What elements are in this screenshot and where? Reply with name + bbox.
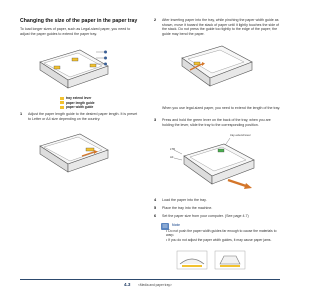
note-title: Note xyxy=(172,223,180,227)
footer-rule xyxy=(20,279,280,280)
step-number: 1 xyxy=(20,112,23,116)
paper-tray-figure xyxy=(34,44,114,94)
step-text: Set the paper size from your computer. (See page 4.7) xyxy=(162,214,249,218)
step-number: 2 xyxy=(154,18,157,22)
footer-page-number: 4.3 xyxy=(124,282,131,287)
warped-paper-illustration xyxy=(176,250,208,270)
legend-item: paper length guide xyxy=(60,101,120,106)
a4-callout: A4 xyxy=(170,155,174,159)
legend-swatch xyxy=(60,101,64,104)
footer-chapter-title: <Media and paper tray> xyxy=(138,283,172,287)
note-item: • If you do not adjust the paper width guides, it may cause paper jams. xyxy=(166,238,272,242)
legend-swatch xyxy=(60,106,64,109)
tray-extend-figure xyxy=(170,136,266,192)
tray-extend-lever-callout: tray extend lever xyxy=(230,133,251,137)
ltr-callout: LTR xyxy=(170,147,176,151)
width-guide-figure xyxy=(176,40,258,96)
length-guide-figure xyxy=(34,128,114,180)
intro-paragraph: To load longer sizes of paper, such as Legal-sized paper, you need to adjust the paper guides to extend the paper tray. xyxy=(20,27,131,36)
step-text: Press and hold the green lever on the back of the tray, when you are holding the lever, slide the tray to the corresponding position. xyxy=(162,118,271,127)
legend-item: paper width guide xyxy=(60,105,120,110)
step-number: 3 xyxy=(154,118,157,122)
step-text: Load the paper into the tray. xyxy=(162,198,207,202)
step-text: After inserting paper into the tray, while pinching the paper width guide as shown, move it toward the stack of paper until it lightly touches the side of the stack. Do not press the guide too tightly to the edge of the paper; the guide may bend the paper. xyxy=(162,18,280,36)
legal-note: When you use legal-sized paper, you need to extend the length of the tray. xyxy=(162,106,281,110)
step-number: 5 xyxy=(154,206,157,210)
step-number: 6 xyxy=(154,214,157,218)
figure-legend xyxy=(60,96,120,110)
note-item: • Do not push the paper width guides far enough to cause the materials to warp. xyxy=(166,229,277,238)
step-text: Place the tray into the machine. xyxy=(162,206,213,210)
legend-swatch xyxy=(60,97,64,100)
step-text: Adjust the paper length guide to the desired paper length. It is preset to Letter or A4 size depending on the country. xyxy=(28,112,138,121)
legend-item: tray extend lever xyxy=(60,96,120,101)
section-title: Changing the size of the paper in the paper tray xyxy=(20,18,138,24)
paper-jam-illustration xyxy=(214,250,246,270)
step-number: 4 xyxy=(154,198,157,202)
